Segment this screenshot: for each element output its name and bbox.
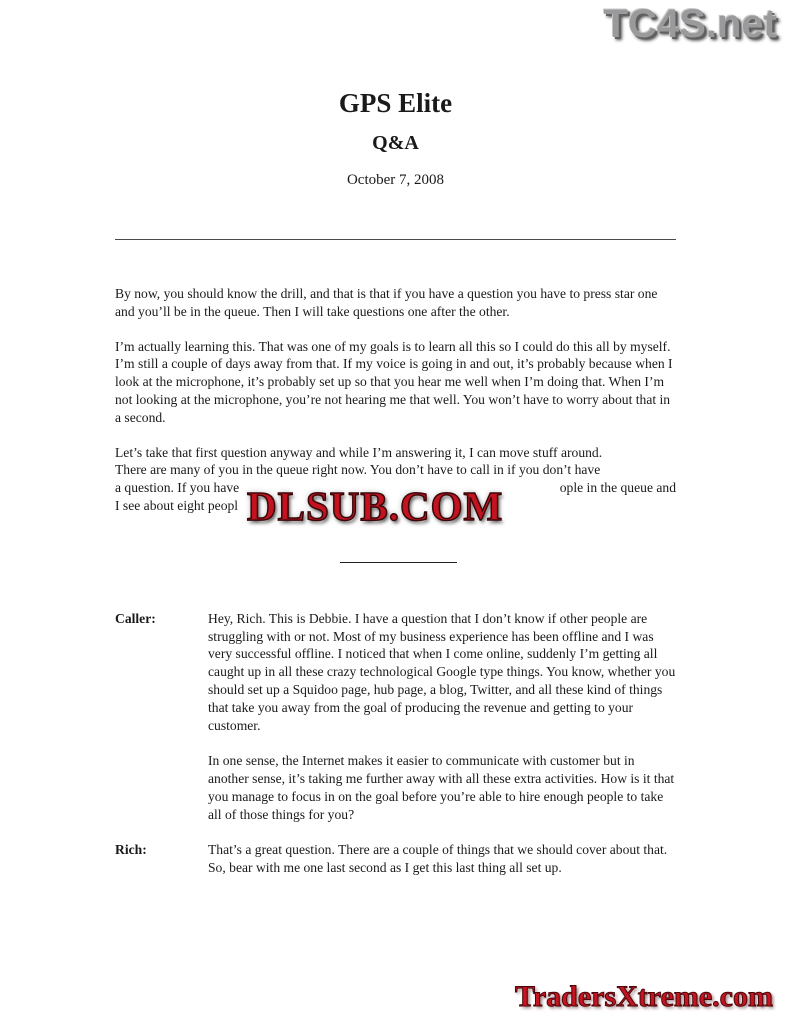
intro-paragraph-1: By now, you should know the drill, and that is that if you have a question you have to press star one and you’ll be in the queue. Then I will take questions one after the other. — [115, 286, 658, 319]
dlsub-watermark: DLSUB.COM — [247, 483, 504, 529]
section-divider-line — [340, 562, 457, 563]
dialogue-entry-caller — [115, 610, 676, 824]
header-divider-line — [115, 239, 676, 240]
speaker-speech — [208, 610, 676, 824]
dialogue-paragraph: In one sense, the Internet makes it easier to communicate with customer but in another sense, it’s taking me further away with all these extra activities. How is it that you manage to focus in on the goal before you’re able to hire enough people to take all of those things for you? — [208, 753, 675, 822]
paragraph-line: There are many of you in the queue right now. You don’t have to call in if you don’t have — [115, 462, 601, 478]
dialogue-paragraph: That’s a great question. There are a couple of things that we should cover about that. So, bear with me one last second as I get this last thing all set up. — [208, 842, 668, 876]
speaker-label: Rich: — [115, 842, 147, 858]
speaker-label: Caller: — [115, 610, 156, 626]
tc4s-watermark: TC4S.net — [603, 2, 777, 46]
tradersxtreme-watermark: TradersXtreme.com — [515, 980, 773, 1013]
document-date: October 7, 2008 — [346, 172, 445, 189]
speaker-speech — [208, 841, 676, 877]
dialogue-entry-rich — [115, 841, 676, 877]
text-fragment-right: ople in the queue and — [559, 480, 676, 496]
paragraph-line: Let’s take that first question anyway and while I’m answering it, I can move stuff around. — [115, 444, 603, 460]
document-subtitle: Q&A — [372, 132, 419, 155]
intro-paragraph-2: I’m actually learning this. That was one of my goals is to learn all this so I could do this all by myself. I’m still a couple of days away from that. If my voice is going in and out, it’s probably because when I look at the microphone, it’s probably set up so that you hear me well when I’m doing that. When I’m not looking at the microphone, you’re not hearing me that well. You won’t have to worry about that in a second. — [115, 338, 673, 425]
document-title: GPS Elite — [338, 88, 453, 118]
dialogue-section — [115, 610, 676, 877]
text-fragment-left: a question. If you have — [115, 480, 240, 496]
dialogue-paragraph: Hey, Rich. This is Debbie. I have a question that I don’t know if other people are struggling with or not. Most of my business experience has been offline and I was very successful offline. I noticed that when I come online, suddenly I’m getting all caught up in all these crazy technological Google type things. You know, whether you should set up a Squidoo page, hub page, a blog, Twitter, and all these kind of things that take you away from the goal of producing the revenue and getting to your customer. — [208, 610, 676, 733]
paragraph-line-obscured: I see about eight peopl — [115, 498, 239, 514]
